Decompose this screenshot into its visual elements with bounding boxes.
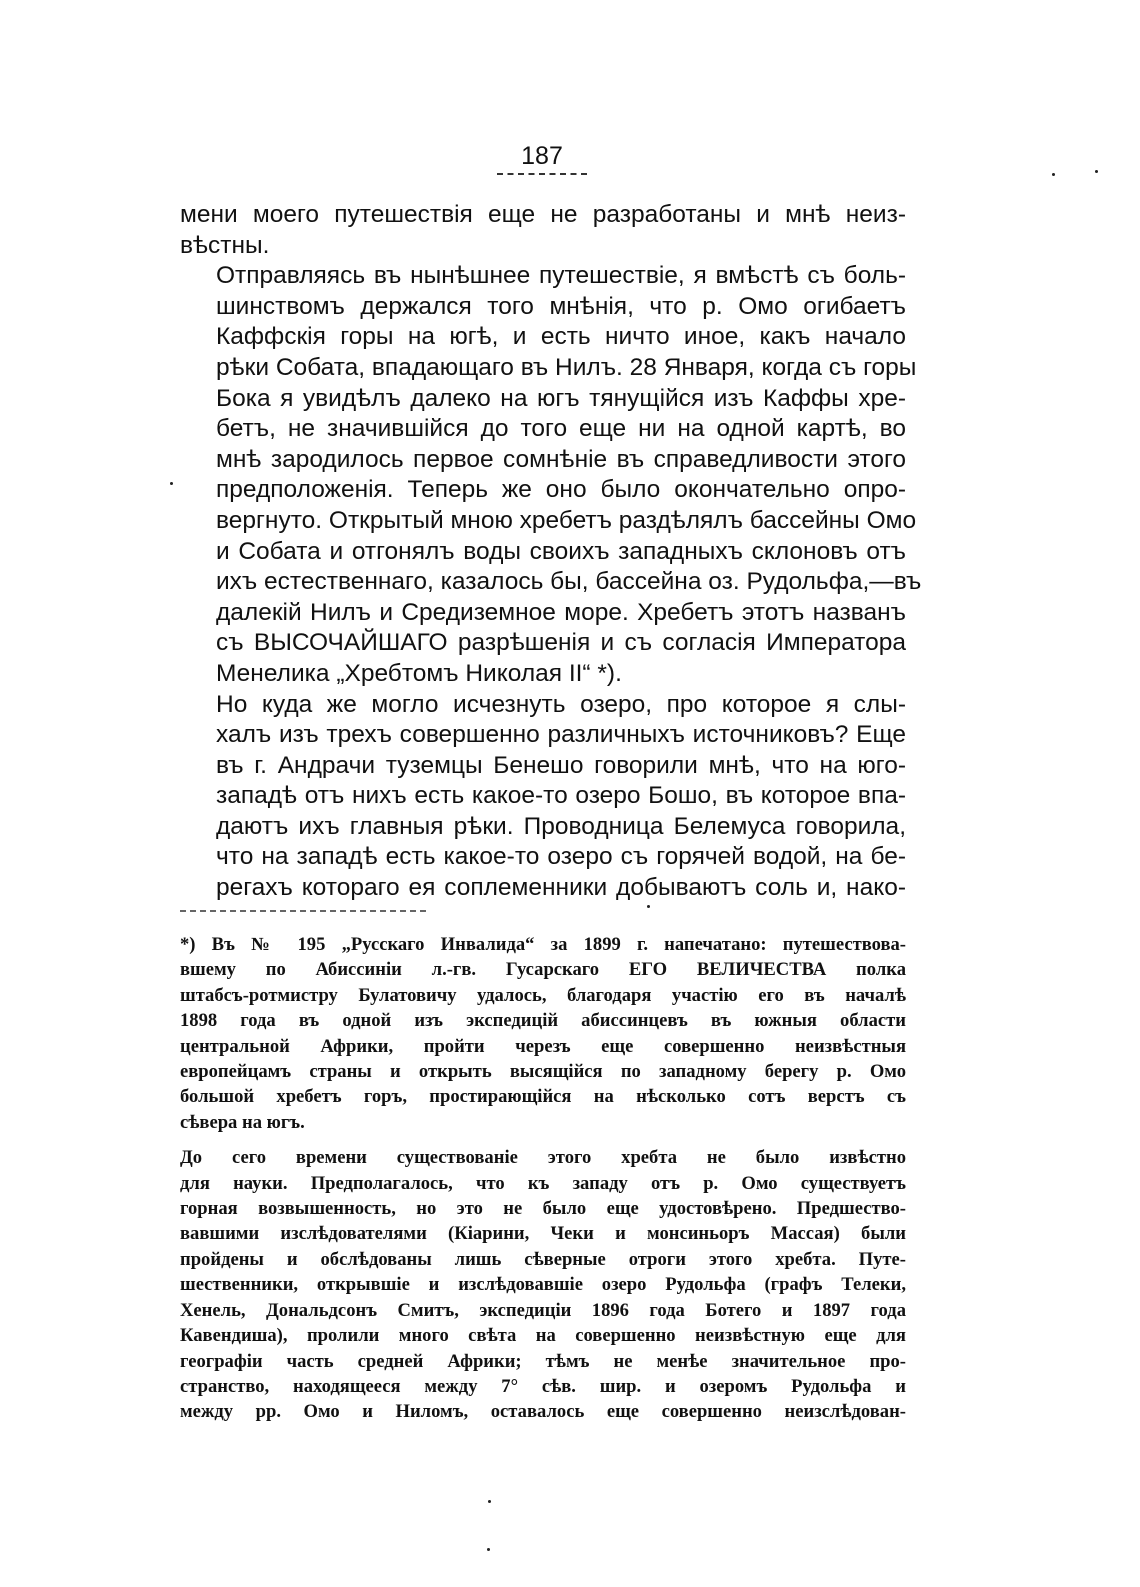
footnote-paragraph-1 [180,932,906,1135]
footnote-line: шественники, открывшіе и изслѣдовавшіе озеро Рудольфа (графъ Телеки, [180,1274,906,1296]
text-line: что на западѣ есть какое-то озеро съ горячей водой, на бе- [216,843,906,871]
footnote-line: географіи часть средней Африки; тѣмъ не менѣе значительное про- [180,1350,906,1372]
footnote-line: для науки. Предполагалось, что къ западу отъ р. Омо существуетъ [180,1172,906,1194]
footnote-line: *) Въ № 195 „Русскаго Инвалида“ за 1899 г. напечатано: путешествова- [180,934,906,955]
footnote-separator [180,910,426,912]
text-line: ихъ естественнаго, казалось бы, бассейна оз. Рудольфа,—въ [216,568,922,596]
footnote-line: сѣвера на югъ. [180,1111,305,1133]
text-line: въ г. Андрачи туземцы Бенешо говорили мнѣ, что на юго- [216,751,906,779]
footnote-line: 1898 года въ одной изъ экспедицій абиссинцевъ въ южныя области [180,1010,906,1032]
text-line: Менелика „Хребтомъ Николая II“ *). [216,659,622,687]
text-line: Каффскія горы на югѣ, и есть ничто иное, какъ начало [216,323,906,351]
footnote-line: центральной Африки, пройти черезъ еще совершенно неизвѣстныя [180,1035,906,1057]
footnote-line: вшему по Абиссиніи л.-гв. Гусарскаго ЕГО ВЕЛИЧЕСТВА полка [180,959,906,981]
scan-speck [1052,173,1055,176]
main-text [180,200,922,904]
footnote-line: вавшими изслѣдователями (Кіарини, Чеки и монсиньоръ Массая) были [180,1223,906,1245]
paragraph-1 [180,200,906,261]
text-line: халъ изъ трехъ совершенно различныхъ источниковъ? Еще [216,721,906,749]
footnote-line: горная возвышенность, но это не было еще удостовѣрено. Предшество- [180,1198,906,1220]
footnote-line: штабсъ-ротмистру Булатовичу удалось, благодаря участію его въ началѣ [180,984,906,1006]
scan-speck [170,482,173,485]
footnotes [180,932,906,1425]
text-line: Но куда же могло исчезнуть озеро, про которое я слы- [216,690,906,718]
paragraph-3 [180,690,906,904]
text-line: бетъ, не значившійся до того еще ни на одной картѣ, во [216,415,906,443]
footnote-line: европейцамъ страны и открыть высящійся по западному берегу р. Омо [180,1061,906,1083]
footnote-line: большой хребетъ горъ, простирающійся на нѣсколько сотъ верстъ съ [180,1086,906,1108]
page-number: 187 [521,142,563,170]
footnote-line: Хенель, Дональдсонъ Смитъ, экспедиціи 1896 года Ботего и 1897 года [180,1299,906,1321]
text-line: далекій Нилъ и Средиземное море. Хребетъ этотъ названъ [216,598,906,626]
text-line: съ ВЫСОЧАЙШАГО разрѣшенія и съ согласія Императора [216,629,906,657]
text-line: западѣ отъ нихъ есть какое-то озеро Бошо, въ которое впа- [216,782,906,810]
scan-speck [647,905,650,908]
footnote-line: пройдены и обслѣдованы лишь сѣверные отроги этого хребта. Путе- [180,1248,906,1270]
text-line: предположенія. Теперь же оно было окончательно опро- [216,476,906,504]
footnote-line: До сего времени существованіе этого хребта не было извѣстно [180,1147,906,1169]
text-line: шинствомъ держался того мнѣнія, что р. Омо огибаетъ [216,292,906,320]
scan-speck [1095,170,1098,173]
text-line: вергнуто. Открытый мною хребетъ раздѣлялъ бассейны Омо [216,506,917,534]
text-line: рѣки Собата, впадающаго въ Нилъ. 28 Января, когда съ горы [216,353,917,381]
footnote-line: между рр. Омо и Ниломъ, оставалось еще совершенно неизслѣдован- [180,1401,906,1423]
page-number-rule [497,173,587,175]
text-line: Бока я увидѣлъ далеко на югъ тянущійся изъ Каффы хре- [216,384,906,412]
scan-speck [487,1548,490,1551]
footnote-line: Кавендиша), пролили много свѣта на совершенно неизвѣстную еще для [180,1325,906,1347]
text-line: мени моего путешествія еще не разработаны и мнѣ неиз- [180,201,906,228]
text-line: Отправляясь въ нынѣшнее путешествіе, я вмѣстѣ съ боль- [216,262,906,290]
text-line: вѣстны. [180,231,270,259]
text-line: даютъ ихъ главныя рѣки. Проводница Белемуса говорила, [216,812,906,840]
text-line: мнѣ зародилось первое сомнѣніе въ справедливости этого [216,445,906,473]
text-line: регахъ котораго ея соплеменники добываютъ соль и, нако- [216,874,906,902]
scan-speck [488,1500,491,1503]
footnote-paragraph-2 [180,1145,906,1424]
text-line: и Собата и отгонялъ воды своихъ западныхъ склоновъ отъ [216,537,906,565]
paragraph-2 [180,261,922,689]
footnote-line: странство, находящееся между 7° сѣв. шир. и озеромъ Рудольфа и [180,1375,906,1397]
